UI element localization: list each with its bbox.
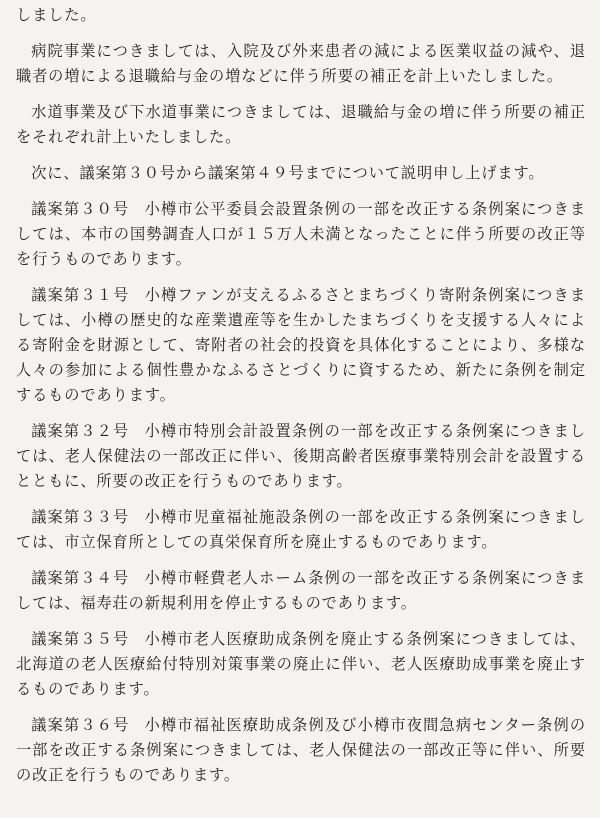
paragraph-bill-35 [16, 627, 586, 702]
paragraph-water [16, 100, 586, 150]
bill-number: 議案第３０号 [31, 200, 130, 218]
paragraph-bill-30 [16, 197, 586, 272]
paragraph-text: 小樽市特別会計設置条例の一部を改正する条例案につきましては、老人保健法の一部改正に伴い、後期高齢者医療事業特別会計を設置するとともに、所要の改正を行うものであります。 [16, 422, 586, 490]
paragraph-text: 次に、議案第３０号から議案第４９号までについて説明申し上げます。 [31, 164, 545, 182]
paragraph-bill-36 [16, 713, 586, 788]
paragraph-text: 小樽市軽費老人ホーム条例の一部を改正する条例案につきましては、福寿荘の新規利用を停止するものであります。 [16, 569, 586, 612]
paragraph-text: しました。 [16, 6, 97, 24]
bill-number: 議案第３４号 [31, 569, 130, 587]
bill-number: 議案第３３号 [31, 508, 130, 526]
paragraph-text: 小樽市福祉医療助成条例及び小樽市夜間急病センター条例の一部を改正する条例案につきましては、老人保健法の一部改正等に伴い、所要の改正を行うものであります。 [16, 716, 586, 784]
bill-number: 議案第３６号 [31, 716, 130, 734]
paragraph-bill-32 [16, 419, 586, 494]
bill-number: 議案第３１号 [31, 286, 130, 304]
paragraph-text: 小樽市公平委員会設置条例の一部を改正する条例案につきましては、本市の国勢調査人口が１５万人未満となったことに伴う所要の改正等を行うものであります。 [16, 200, 586, 268]
bill-number: 議案第３５号 [31, 630, 130, 648]
paragraph-text: 水道事業及び下水道事業につきましては、退職給与金の増に伴う所要の補正をそれぞれ計上いたしました。 [16, 103, 586, 146]
paragraph-bill-34 [16, 566, 586, 616]
paragraph-text: 小樽ファンが支えるふるさとまちづくり寄附条例案につきましては、小樽の歴史的な産業遺産等を生かしたまちづくりを支援する人々による寄附金を財源として、寄附者の社会的投資を具体化することにより、多様な人々の参加による個性豊かなふるさとづくりに資するため、新たに条例を制定するものであります。 [16, 286, 586, 404]
paragraph-continuation [16, 3, 586, 28]
bill-number: 議案第３２号 [31, 422, 130, 440]
paragraph-bill-31 [16, 283, 586, 408]
paragraph-bill-33 [16, 505, 586, 555]
paragraph-text: 小樽市児童福祉施設条例の一部を改正する条例案につきましては、市立保育所としての真栄保育所を廃止するものであります。 [16, 508, 586, 551]
paragraph-intro [16, 161, 586, 186]
paragraph-text: 小樽市老人医療助成条例を廃止する条例案につきましては、北海道の老人医療給付特別対策事業の廃止に伴い、老人医療助成事業を廃止するものであります。 [16, 630, 586, 698]
paragraph-hospital [16, 39, 586, 89]
paragraph-text: 病院事業につきましては、入院及び外来患者の減による医業収益の減や、退職者の増による退職給与金の増などに伴う所要の補正を計上いたしました。 [16, 42, 586, 85]
